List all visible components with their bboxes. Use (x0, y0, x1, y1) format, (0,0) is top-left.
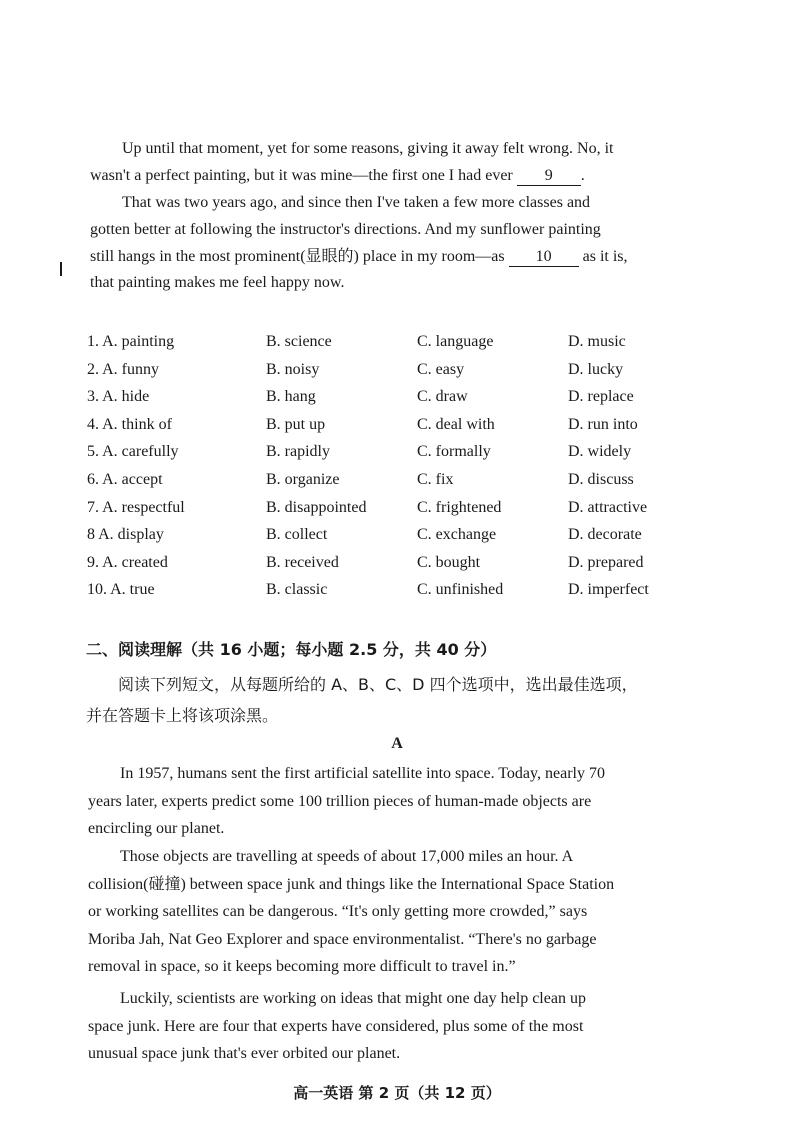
cloze-paragraph-1 (90, 136, 664, 190)
option-row (87, 330, 677, 358)
option-c: C. fix (417, 470, 454, 488)
reading-p1-line1: In 1957, humans sent the first artificial satellite into space. Today, nearly 70 (120, 765, 605, 782)
reading-p2-line4: Moriba Jah, Nat Geo Explorer and space environmentalist. “There's no garbage (88, 930, 597, 948)
option-a: 7. A. respectful (87, 498, 185, 516)
cloze-blank-10: 10 (509, 248, 579, 267)
option-a: 2. A. funny (87, 360, 159, 378)
options-table (87, 330, 677, 606)
option-a: 3. A. hide (87, 388, 150, 406)
option-b: B. hang (266, 388, 316, 406)
option-c: C. exchange (417, 526, 497, 544)
reading-p2-line2: collision(碰撞) between space junk and things like the International Space Station (88, 875, 615, 893)
reading-p1-line3: encircling our planet. (88, 820, 225, 837)
cloze-p1-line2: wasn't a perfect painting, but it was mine—the first one I had ever (90, 166, 513, 184)
option-b: B. disappointed (266, 498, 367, 516)
option-a: 8 A. display (87, 526, 164, 544)
option-c: C. draw (417, 388, 468, 406)
instruction-line-1: 阅读下列短文，从每题所给的 A、B、C、D 四个选项中，选出最佳选项， (118, 675, 638, 694)
section-title: 二、阅读理解（共 16 小题；每小题 2.5 分，共 40 分） (86, 640, 497, 659)
option-d: D. music (568, 333, 626, 350)
cloze-p2-line2: gotten better at following the instructor's directions. And my sunflower painting (90, 220, 601, 238)
option-c: C. unfinished (417, 581, 504, 599)
cloze-p2-line3: still hangs in the most prominent(显眼的) place in my room—as (90, 247, 505, 265)
option-a: 10. A. true (87, 581, 155, 599)
option-b: B. received (266, 553, 339, 571)
cloze-blank-9: 9 (517, 167, 581, 186)
cloze-paragraph-2 (90, 190, 664, 297)
option-c: C. deal with (417, 415, 495, 433)
option-a: 1. A. painting (87, 333, 175, 350)
reading-p3-line3: unusual space junk that's ever orbited our planet. (88, 1045, 401, 1062)
reading-p2-line5: removal in space, so it keeps becoming more difficult to travel in.” (88, 958, 516, 975)
margin-mark (60, 262, 62, 276)
option-d: D. lucky (568, 360, 624, 378)
reading-paragraph-1 (88, 760, 678, 843)
option-c: C. easy (417, 360, 465, 378)
option-b: B. noisy (266, 360, 320, 378)
option-row (87, 440, 677, 468)
instruction-line-2: 并在答题卡上将该项涂黑。 (86, 706, 279, 725)
option-a: 4. A. think of (87, 415, 172, 433)
option-b: B. rapidly (266, 443, 330, 461)
option-row (87, 496, 677, 524)
reading-p2-line1: Those objects are travelling at speeds of about 17,000 miles an hour. A (120, 848, 574, 865)
passage-letter: A (391, 735, 403, 752)
reading-paragraph-3 (88, 985, 678, 1068)
option-a: 9. A. created (87, 553, 168, 571)
reading-p3-line2: space junk. Here are four that experts have considered, plus some of the most (88, 1017, 584, 1035)
cloze-p1-line1: Up until that moment, yet for some reasons, giving it away felt wrong. No, it (122, 140, 614, 157)
option-row (87, 413, 677, 441)
option-d: D. decorate (568, 526, 642, 544)
option-d: D. widely (568, 443, 632, 461)
reading-p2-line3: or working satellites can be dangerous. “It's only getting more crowded,” says (88, 903, 588, 920)
option-b: B. collect (266, 526, 328, 544)
cloze-p1-end: . (580, 166, 585, 184)
option-c: C. bought (417, 553, 481, 571)
cloze-p2-line4: that painting makes me feel happy now. (90, 274, 345, 292)
option-row (87, 358, 677, 386)
option-row (87, 551, 677, 579)
section-instructions (86, 669, 676, 731)
page-footer: 高一英语 第 2 页（共 12 页） (293, 1084, 501, 1102)
option-d: D. replace (568, 388, 634, 406)
reading-paragraph-2 (88, 843, 678, 981)
cloze-p2-line3-end: as it is, (582, 247, 628, 265)
option-b: B. put up (266, 415, 326, 433)
reading-p3-line1: Luckily, scientists are working on ideas that might one day help clean up (120, 990, 586, 1007)
option-b: B. classic (266, 581, 328, 599)
option-c: C. formally (417, 443, 491, 461)
option-row (87, 578, 677, 606)
cloze-p2-line1: That was two years ago, and since then I've taken a few more classes and (122, 194, 591, 211)
option-c: C. frightened (417, 498, 502, 516)
option-c: C. language (417, 333, 494, 350)
option-d: D. imperfect (568, 581, 649, 599)
option-d: D. run into (568, 415, 638, 433)
option-d: D. attractive (568, 498, 648, 516)
option-b: B. science (266, 333, 332, 350)
option-d: D. prepared (568, 553, 644, 571)
option-b: B. organize (266, 470, 340, 488)
reading-p1-line2: years later, experts predict some 100 trillion pieces of human-made objects are (88, 792, 592, 810)
option-d: D. discuss (568, 470, 634, 488)
option-row (87, 523, 677, 551)
option-row (87, 385, 677, 413)
option-a: 5. A. carefully (87, 443, 179, 461)
option-a: 6. A. accept (87, 470, 163, 488)
option-row (87, 468, 677, 496)
